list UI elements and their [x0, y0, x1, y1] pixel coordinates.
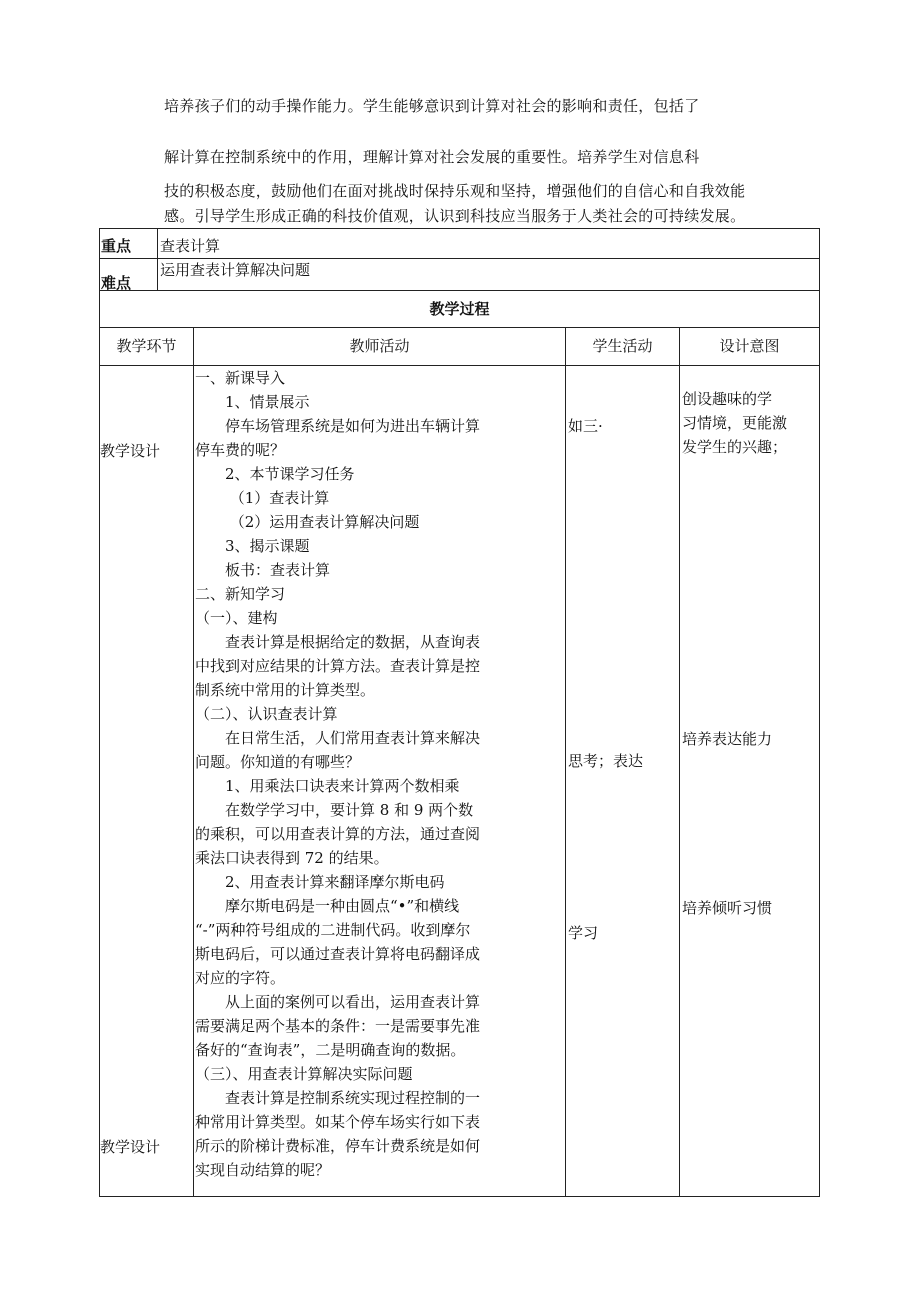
table-border-bottom [99, 1196, 820, 1197]
teacher-line: 从上面的案例可以看出，运用查表计算 [195, 993, 481, 1011]
stage-label: 教学设计 [100, 442, 161, 460]
teacher-line: 问题。你知道的有哪些？ [195, 753, 361, 771]
intro-line-2: 解计算在控制系统中的作用，理解计算对社会发展的重要性。培养学生对信息科 [164, 148, 700, 166]
table-divider [157, 228, 158, 290]
student-activity: 如三· [568, 417, 603, 435]
table-divider [679, 327, 680, 1197]
teacher-line: 需要满足两个基本的条件：一是需要事先准 [195, 1017, 481, 1035]
teacher-line: 3、揭示课题 [195, 537, 310, 555]
teacher-line: 在数学学习中，要计算 8 和 9 两个数 [195, 801, 474, 819]
teacher-line: 所示的阶梯计费标准，停车计费系统是如何 [195, 1137, 481, 1155]
key-point-value: 查表计算 [160, 237, 221, 255]
table-divider [99, 327, 820, 328]
teacher-line: 查表计算是根据给定的数据，从查询表 [195, 633, 481, 651]
teacher-line: 1、用乘法口诀表来计算两个数相乘 [195, 777, 460, 795]
design-intent-2: 培养表达能力 [682, 730, 773, 748]
teacher-line: 查表计算是控制系统实现过程控制的一 [195, 1089, 481, 1107]
teacher-line: 制系统中常用的计算类型。 [195, 681, 376, 699]
teacher-line: （二）、认识查表计算 [195, 705, 338, 723]
teacher-line: 的乘积，可以用查表计算的方法，通过查阅 [195, 825, 481, 843]
teacher-line: 斯电码后，可以通过查表计算将电码翻译成 [195, 945, 481, 963]
intro-line-3: 技的积极态度，鼓励他们在面对挑战时保持乐观和坚持，增强他们的自信心和自我效能 [164, 182, 746, 200]
teacher-line: 1、情景展示 [195, 393, 310, 411]
teacher-line: “-”两种符号组成的二进制代码。收到摩尔 [195, 921, 471, 939]
student-activity: 思考；表达 [568, 752, 644, 770]
stage-label: 教学设计 [100, 1138, 161, 1156]
design-intent-1 [682, 387, 818, 459]
table-divider [565, 327, 566, 1197]
table-border-right [819, 228, 820, 1197]
teacher-line: （一）、建构 [195, 609, 278, 627]
design-intent-3: 培养倾听习惯 [682, 899, 773, 917]
teacher-line: 实现自动结算的呢？ [195, 1161, 331, 1179]
teacher-line: 停车场管理系统是如何为进出车辆计算 [195, 417, 481, 435]
design-intent-line: 发学生的兴趣； [682, 438, 788, 456]
table-divider [193, 327, 194, 1197]
difficulty-value: 运用查表计算解决问题 [160, 261, 311, 279]
teacher-line: 乘法口诀表得到 72 的结果。 [195, 849, 389, 867]
teacher-line: （2）运用查表计算解决问题 [195, 513, 420, 531]
teacher-line: 摩尔斯电码是一种由圆点“•”和横线 [195, 897, 460, 915]
teacher-line: 种常用计算类型。如某个停车场实行如下表 [195, 1113, 481, 1131]
header-student-activity: 学生活动 [592, 337, 653, 355]
teacher-line: 在日常生活，人们常用查表计算来解决 [195, 729, 481, 747]
process-title: 教学过程 [429, 300, 490, 318]
table-divider [99, 290, 820, 291]
teacher-activity-text [195, 366, 563, 1182]
teacher-line: 二、新知学习 [195, 585, 286, 603]
teacher-line: 对应的字符。 [195, 969, 286, 987]
header-stage: 教学环节 [116, 337, 177, 355]
design-intent-line: 习情境，更能激 [682, 414, 788, 432]
teacher-line: 板书：查表计算 [195, 561, 331, 579]
teacher-line: 备好的“查询表”，二是明确查询的数据。 [195, 1041, 466, 1059]
difficulty-label: 难点 [101, 274, 132, 292]
teacher-line: （1）查表计算 [195, 489, 330, 507]
design-intent-line: 创设趣味的学 [682, 390, 773, 408]
teacher-line: 中找到对应结果的计算方法。查表计算是控 [195, 657, 481, 675]
intro-line-1: 培养孩子们的动手操作能力。学生能够意识到计算对社会的影响和责任，包括了 [164, 97, 700, 115]
table-border-left [99, 228, 100, 1197]
key-point-label: 重点 [101, 237, 132, 255]
teacher-line: 停车费的呢？ [195, 441, 286, 459]
header-teacher-activity: 教师活动 [349, 337, 410, 355]
student-activity: 学习 [568, 924, 599, 942]
teacher-line: 2、本节课学习任务 [195, 465, 355, 483]
teacher-line: （三）、用查表计算解决实际问题 [195, 1065, 413, 1083]
table-border-top [99, 228, 820, 229]
intro-line-4: 感。引导学生形成正确的科技价值观，认识到科技应当服务于人类社会的可持续发展。 [164, 207, 746, 225]
teacher-line: 一、新课导入 [195, 369, 286, 387]
header-design-intent: 设计意图 [719, 337, 780, 355]
teacher-line: 2、用查表计算来翻译摩尔斯电码 [195, 873, 445, 891]
